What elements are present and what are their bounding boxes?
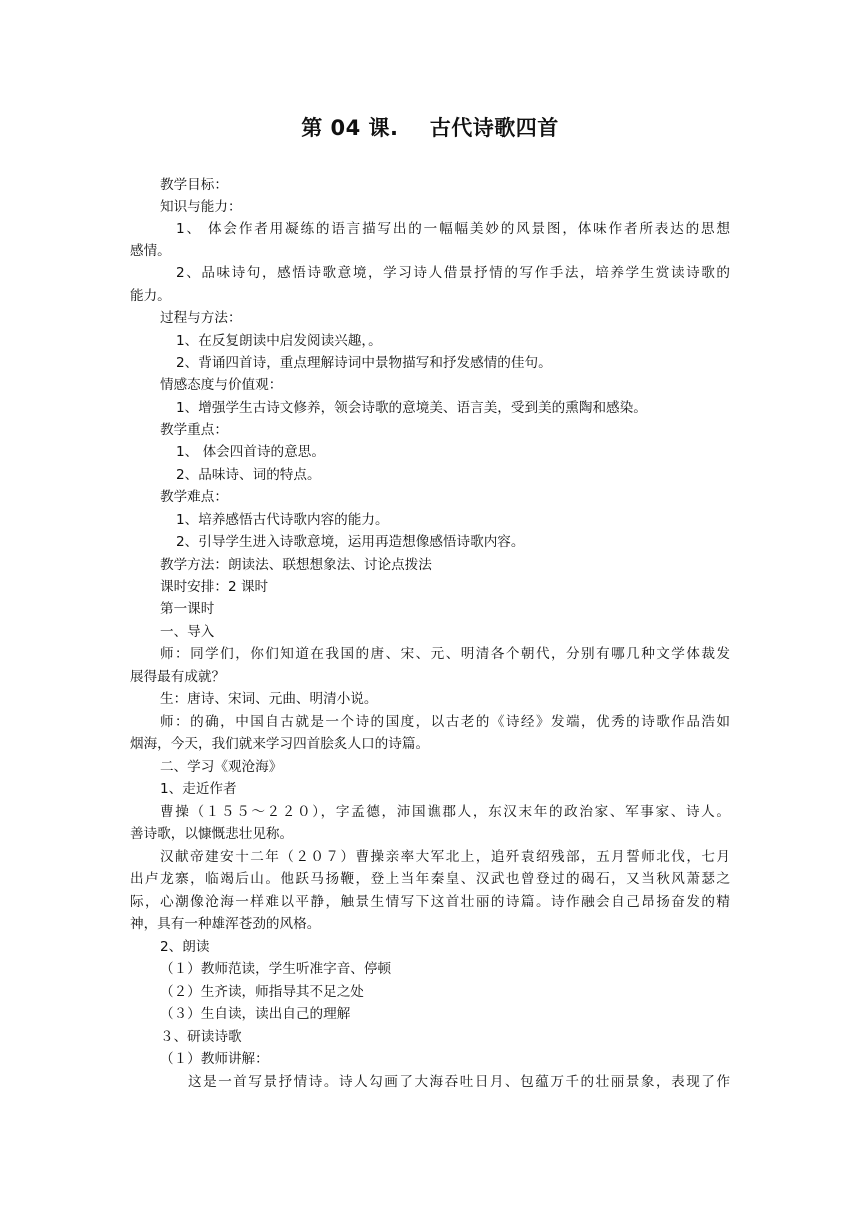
text-line: 教学重点： <box>160 422 228 438</box>
text-line: 烟海，今天，我们就来学习四首脍炙人口的诗篇。 <box>130 736 430 752</box>
text-line: 感情。 <box>130 243 171 259</box>
text-line: （１）教师讲解： <box>160 1051 269 1067</box>
text-line: 2、朗读 <box>160 939 210 955</box>
text-line: 教学难点： <box>160 489 228 505</box>
text-line: 师：同学们，你们知道在我国的唐、宋、元、明清各个朝代，分别有哪几种文学体裁发 <box>160 646 730 662</box>
text-line: 二、学习《观沧海》 <box>160 759 283 775</box>
text-line: 1、 体会作者用凝练的语言描写出的一幅幅美妙的风景图，体味作者所表达的思想 <box>176 221 730 237</box>
text-line: 展得最有成就？ <box>130 669 226 685</box>
text-line: 2、背诵四首诗，重点理解诗词中景物描写和抒发感情的佳句。 <box>176 355 552 371</box>
text-line: 教学方法：朗读法、联想想象法、讨论点拨法 <box>160 557 432 573</box>
text-line: 1、增强学生古诗文修养，领会诗歌的意境美、语言美，受到美的熏陶和感染。 <box>176 400 647 416</box>
text-line: 能力。 <box>130 288 171 304</box>
text-line: 神，具有一种雄浑苍劲的风格。 <box>130 916 321 932</box>
text-line: 1、走近作者 <box>160 781 237 797</box>
text-line: 一、导入 <box>160 624 215 640</box>
text-line: 师：的确，中国自古就是一个诗的国度，以古老的《诗经》发端，优秀的诗歌作品浩如 <box>160 714 730 730</box>
text-line: 曹操（１５５～２２０），字孟德，沛国谯郡人，东汉末年的政治家、军事家、诗人。 <box>160 804 730 820</box>
text-line: 1、在反复朗读中启发阅读兴趣，。 <box>176 333 382 349</box>
text-line: （１）教师范读，学生听准字音、停顿 <box>160 961 392 977</box>
text-line: 这是一首写景抒情诗。诗人勾画了大海吞吐日月、包蕴万千的壮丽景象，表现了作 <box>188 1074 730 1090</box>
text-line: 第一课时 <box>160 601 215 617</box>
text-line: 2、品味诗、词的特点。 <box>176 467 321 483</box>
text-line: （３）生自读，读出自己的理解 <box>160 1006 351 1022</box>
text-line: 汉献帝建安十二年（２０７）曹操亲率大军北上，追歼袁绍残部，五月誓师北伐，七月 <box>160 849 730 865</box>
text-line: 善诗歌，以慷慨悲壮见称。 <box>130 826 294 842</box>
text-line: 知识与能力： <box>160 199 242 215</box>
text-line: 2、品味诗句，感悟诗歌意境，学习诗人借景抒情的写作手法，培养学生赏读诗歌的 <box>176 265 730 281</box>
text-line: 际，心潮像沧海一样难以平静，触景生情写下这首壮丽的诗篇。诗作融会自己昂扬奋发的精 <box>130 894 730 910</box>
text-line: 课时安排：2 课时 <box>160 579 269 595</box>
text-line: 1、培养感悟古代诗歌内容的能力。 <box>176 512 389 528</box>
document-title: 第 04 课. 古代诗歌四首 <box>301 116 559 140</box>
text-line: 生：唐诗、宋词、元曲、明清小说。 <box>160 691 378 707</box>
text-line: 2、引导学生进入诗歌意境，运用再造想像感悟诗歌内容。 <box>176 534 525 550</box>
text-line: 过程与方法： <box>160 310 242 326</box>
text-line: 1、 体会四首诗的意思。 <box>176 444 325 460</box>
text-line: 情感态度与价值观： <box>160 377 283 393</box>
text-line: 出卢龙寨，临竭后山。他跃马扬鞭，登上当年秦皇、汉武也曾登过的碣石，又当秋风萧瑟之 <box>130 871 730 887</box>
text-line: 教学目标： <box>160 177 228 193</box>
text-line: ３、研读诗歌 <box>160 1029 242 1045</box>
text-line: （２）生齐读，师指导其不足之处 <box>160 984 364 1000</box>
